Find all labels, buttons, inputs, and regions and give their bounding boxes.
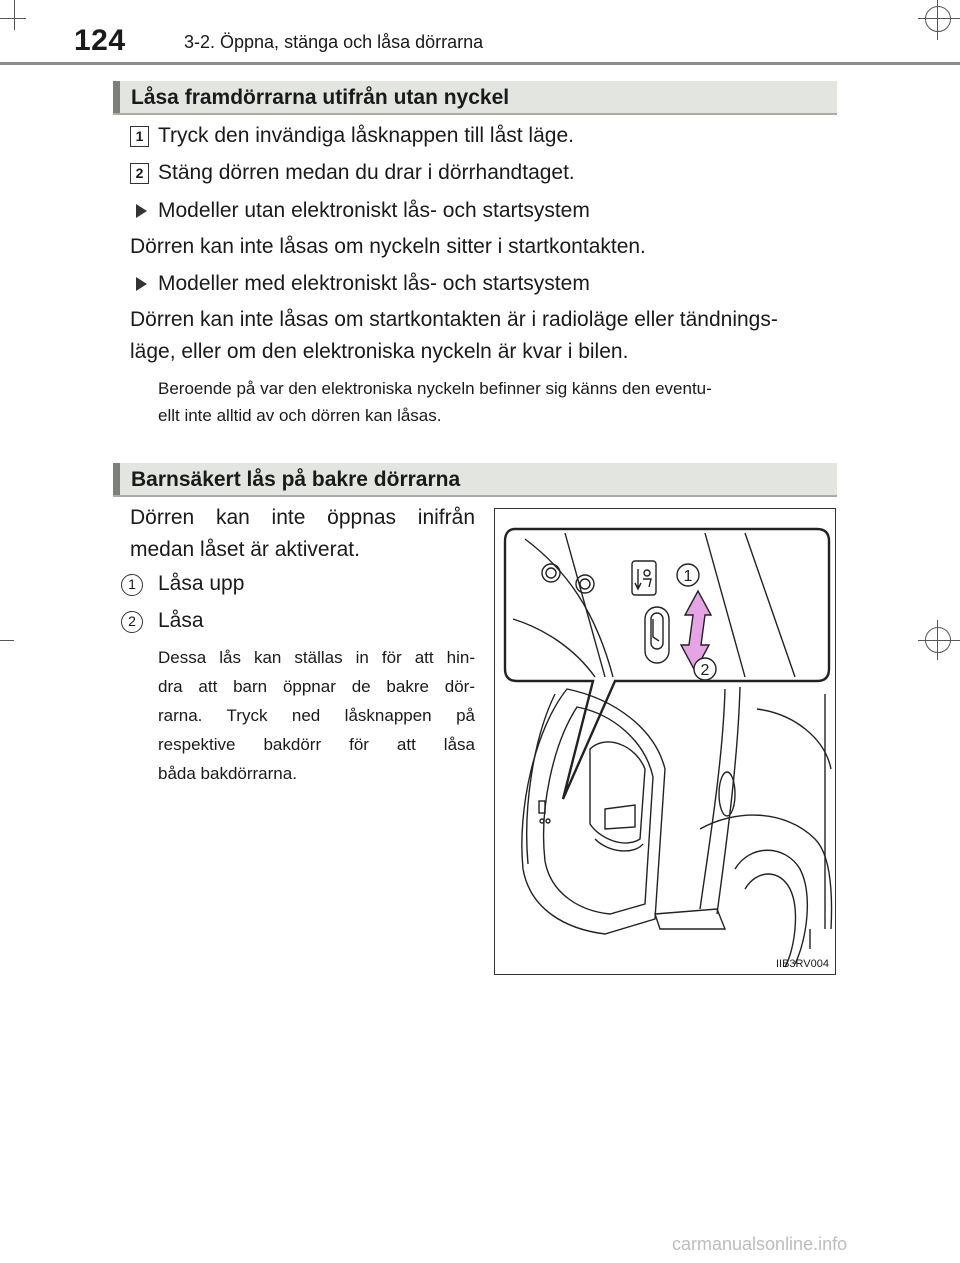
figure-code: IIB3RV004 xyxy=(775,958,829,970)
child-lock-illustration xyxy=(494,508,836,975)
model-heading: Modeller med elektroniskt lås- och startsystem xyxy=(158,272,590,295)
note-line: rarna. Tryck ned låsknappen på xyxy=(158,706,475,725)
note-line: respektive bakdörr för att låsa xyxy=(158,735,475,754)
model-text: Dörren kan inte låsas om startkontakten är i radioläge eller tändnings- xyxy=(130,308,778,331)
model-heading: Modeller utan elektroniskt lås- och startsystem xyxy=(158,199,590,222)
crop-mark xyxy=(918,18,960,19)
step-text: Tryck den invändiga låsknappen till låst läge. xyxy=(158,124,574,147)
note-line: dra att barn öppnar de bakre dör- xyxy=(158,677,475,696)
step-badge: 2 xyxy=(130,163,149,184)
note-text: Beroende på var den elektroniska nyckeln befinner sig känns den eventu- xyxy=(158,379,712,398)
triangle-bullet-icon xyxy=(136,204,147,218)
page-number: 124 xyxy=(74,24,126,57)
car-door-drawing xyxy=(495,509,834,973)
intro-line: Dörren kan inte öppnas inifrån xyxy=(130,506,475,529)
section-accent xyxy=(113,81,120,113)
section-accent xyxy=(113,463,120,495)
crop-mark xyxy=(937,620,938,660)
triangle-bullet-icon xyxy=(136,277,147,291)
note-line: båda bakdörrarna. xyxy=(158,764,297,783)
note-text: ellt inte alltid av och dörren kan låsas. xyxy=(158,406,442,425)
crop-mark xyxy=(0,18,26,19)
item-number-circle: 1 xyxy=(121,574,143,596)
item-number-circle: 2 xyxy=(121,611,143,633)
item-text: Låsa upp xyxy=(158,572,245,595)
crop-mark xyxy=(918,640,960,641)
step-text: Stäng dörren medan du drar i dörrhandtaget. xyxy=(158,161,575,184)
section-title: Låsa framdörrarna utifrån utan nyckel xyxy=(131,86,510,109)
model-text: Dörren kan inte låsas om nyckeln sitter i startkontakten. xyxy=(130,235,646,258)
note-paragraph xyxy=(158,643,475,788)
section-title: Barnsäkert lås på bakre dörrarna xyxy=(131,468,461,491)
callout-number-1: 1 xyxy=(683,568,693,585)
step-badge: 1 xyxy=(130,126,149,147)
crop-mark xyxy=(0,640,14,641)
header-divider xyxy=(0,62,960,65)
item-text: Låsa xyxy=(158,609,204,632)
registration-mark xyxy=(925,6,951,32)
watermark: carmanualsonline.info xyxy=(672,1234,848,1254)
crop-mark xyxy=(14,0,15,30)
chapter-title: 3-2. Öppna, stänga och låsa dörrarna xyxy=(184,32,484,52)
section-heading-child-lock xyxy=(113,463,837,497)
intro-line: medan låset är aktiverat. xyxy=(130,538,360,561)
intro-text xyxy=(130,503,475,533)
callout-number-2: 2 xyxy=(700,662,710,679)
note-line: Dessa lås kan ställas in för att hin- xyxy=(158,648,475,667)
model-text: läge, eller om den elektroniska nyckeln är kvar i bilen. xyxy=(130,340,629,363)
section-heading-lock-front-doors xyxy=(113,81,837,115)
crop-mark xyxy=(937,0,938,40)
